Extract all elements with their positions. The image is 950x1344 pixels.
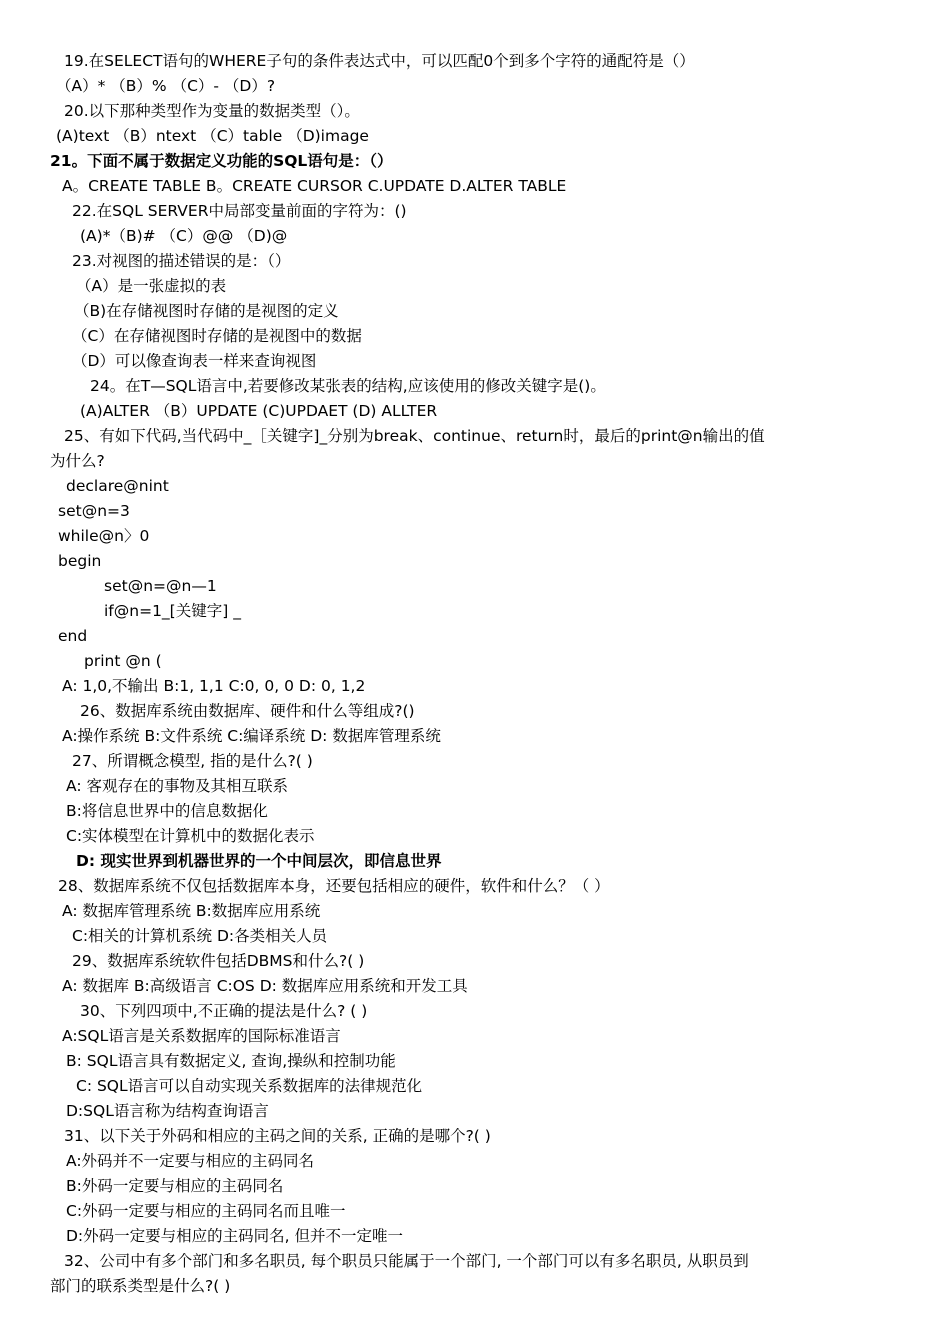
q23-option-d: （D）可以像查询表一样来查询视图 <box>72 352 317 370</box>
q29-stem: 29、数据库系统软件包括DBMS和什么?( ) <box>72 952 365 970</box>
q24-options: (A)ALTER （B）UPDATE (C)UPDAET (D) ALLTER <box>80 402 438 420</box>
q31-stem: 31、以下关于外码和相应的主码之间的关系, 正确的是哪个?( ) <box>64 1127 491 1145</box>
q32-stem-cont: 部门的联系类型是什么?( ) <box>50 1277 231 1295</box>
q28-options-cd: C:相关的计算机系统 D:各类相关人员 <box>72 927 328 945</box>
q31-option-a: A:外码并不一定要与相应的主码同名 <box>66 1152 315 1170</box>
q31-option-c: C:外码一定要与相应的主码同名而且唯一 <box>66 1202 346 1220</box>
q31-option-d: D:外码一定要与相应的主码同名, 但并不一定唯一 <box>66 1227 404 1245</box>
q27-option-c: C:实体模型在计算机中的数据化表示 <box>66 827 315 845</box>
q27-option-a: A: 客观存在的事物及其相互联系 <box>66 777 288 795</box>
q28-options-ab: A: 数据库管理系统 B:数据库应用系统 <box>62 902 321 920</box>
q25-stem-cont: 为什么? <box>50 452 105 470</box>
q31-option-b: B:外码一定要与相应的主码同名 <box>66 1177 284 1195</box>
q23-stem: 23.对视图的描述错误的是：（） <box>72 252 291 270</box>
code-line-7: end <box>58 627 88 645</box>
q19-stem: 19.在SELECT语句的WHERE子句的条件表达式中，可以匹配0个到多个字符的通配符是（） <box>64 52 695 70</box>
q27-stem: 27、所谓概念模型, 指的是什么?( ) <box>72 752 313 770</box>
q23-option-a: （A）是一张虚拟的表 <box>76 277 227 295</box>
q29-options: A: 数据库 B:高级语言 C:OS D: 数据库应用系统和开发工具 <box>62 977 468 995</box>
code-line-3: while@n〉0 <box>58 527 150 545</box>
q26-options: A:操作系统 B:文件系统 C:编译系统 D: 数据库管理系统 <box>62 727 441 745</box>
q30-option-c: C: SQL语言可以自动实现关系数据库的法律规范化 <box>76 1077 423 1095</box>
code-line-6: if@n=1_[关键字] _ <box>104 602 241 620</box>
q28-stem: 28、数据库系统不仅包括数据库本身，还要包括相应的硬件，软件和什么？（ ） <box>58 877 610 895</box>
q19-options: （A）* （B）% （C）- （D）? <box>56 77 276 95</box>
q27-option-d: D: 现实世界到机器世界的一个中间层次，即信息世界 <box>76 852 442 870</box>
q20-options: (A)text （B）ntext （C）table （D)image <box>56 127 369 145</box>
code-line-1: declare@nint <box>66 477 169 495</box>
q30-option-b: B: SQL语言具有数据定义, 查询,操纵和控制功能 <box>66 1052 396 1070</box>
q26-stem: 26、数据库系统由数据库、硬件和什么等组成?() <box>80 702 415 720</box>
q30-stem: 30、下列四项中,不正确的提法是什么? ( ) <box>80 1002 368 1020</box>
code-line-5: set@n=@n—1 <box>104 577 217 595</box>
q22-options: (A)*（B)# （C）@@ （D)@ <box>80 227 288 245</box>
q25-stem: 25、有如下代码,当代码中_［关键字]_分别为break、continue、return时，最后的print@n输出的值 <box>64 427 765 445</box>
code-line-8: print @n ( <box>84 652 162 670</box>
q20-stem: 20.以下那种类型作为变量的数据类型（）。 <box>64 102 360 120</box>
code-line-4: begin <box>58 552 102 570</box>
q30-option-a: A:SQL语言是关系数据库的国际标准语言 <box>62 1027 341 1045</box>
q23-option-c: （C）在存储视图时存储的是视图中的数据 <box>72 327 362 345</box>
q25-options: A: 1,0,不输出 B:1, 1,1 C:0, 0, 0 D: 0, 1,2 <box>62 677 366 695</box>
q30-option-d: D:SQL语言称为结构查询语言 <box>66 1102 269 1120</box>
q22-stem: 22.在SQL SERVER中局部变量前面的字符为：() <box>72 202 407 220</box>
q24-stem: 24。在T—SQL语言中,若要修改某张表的结构,应该使用的修改关键字是()。 <box>90 377 606 395</box>
q27-option-b: B:将信息世界中的信息数据化 <box>66 802 268 820</box>
q32-stem: 32、公司中有多个部门和多名职员, 每个职员只能属于一个部门, 一个部门可以有多名职员, 从职员到 <box>64 1252 749 1270</box>
code-line-2: set@n=3 <box>58 502 130 520</box>
q21-stem: 21。下面不属于数据定义功能的SQL语句是：（） <box>50 152 393 170</box>
q23-option-b: （B)在存储视图时存储的是视图的定义 <box>74 302 339 320</box>
q21-options: A。CREATE TABLE B。CREATE CURSOR C.UPDATE D.ALTER TABLE <box>62 177 567 195</box>
